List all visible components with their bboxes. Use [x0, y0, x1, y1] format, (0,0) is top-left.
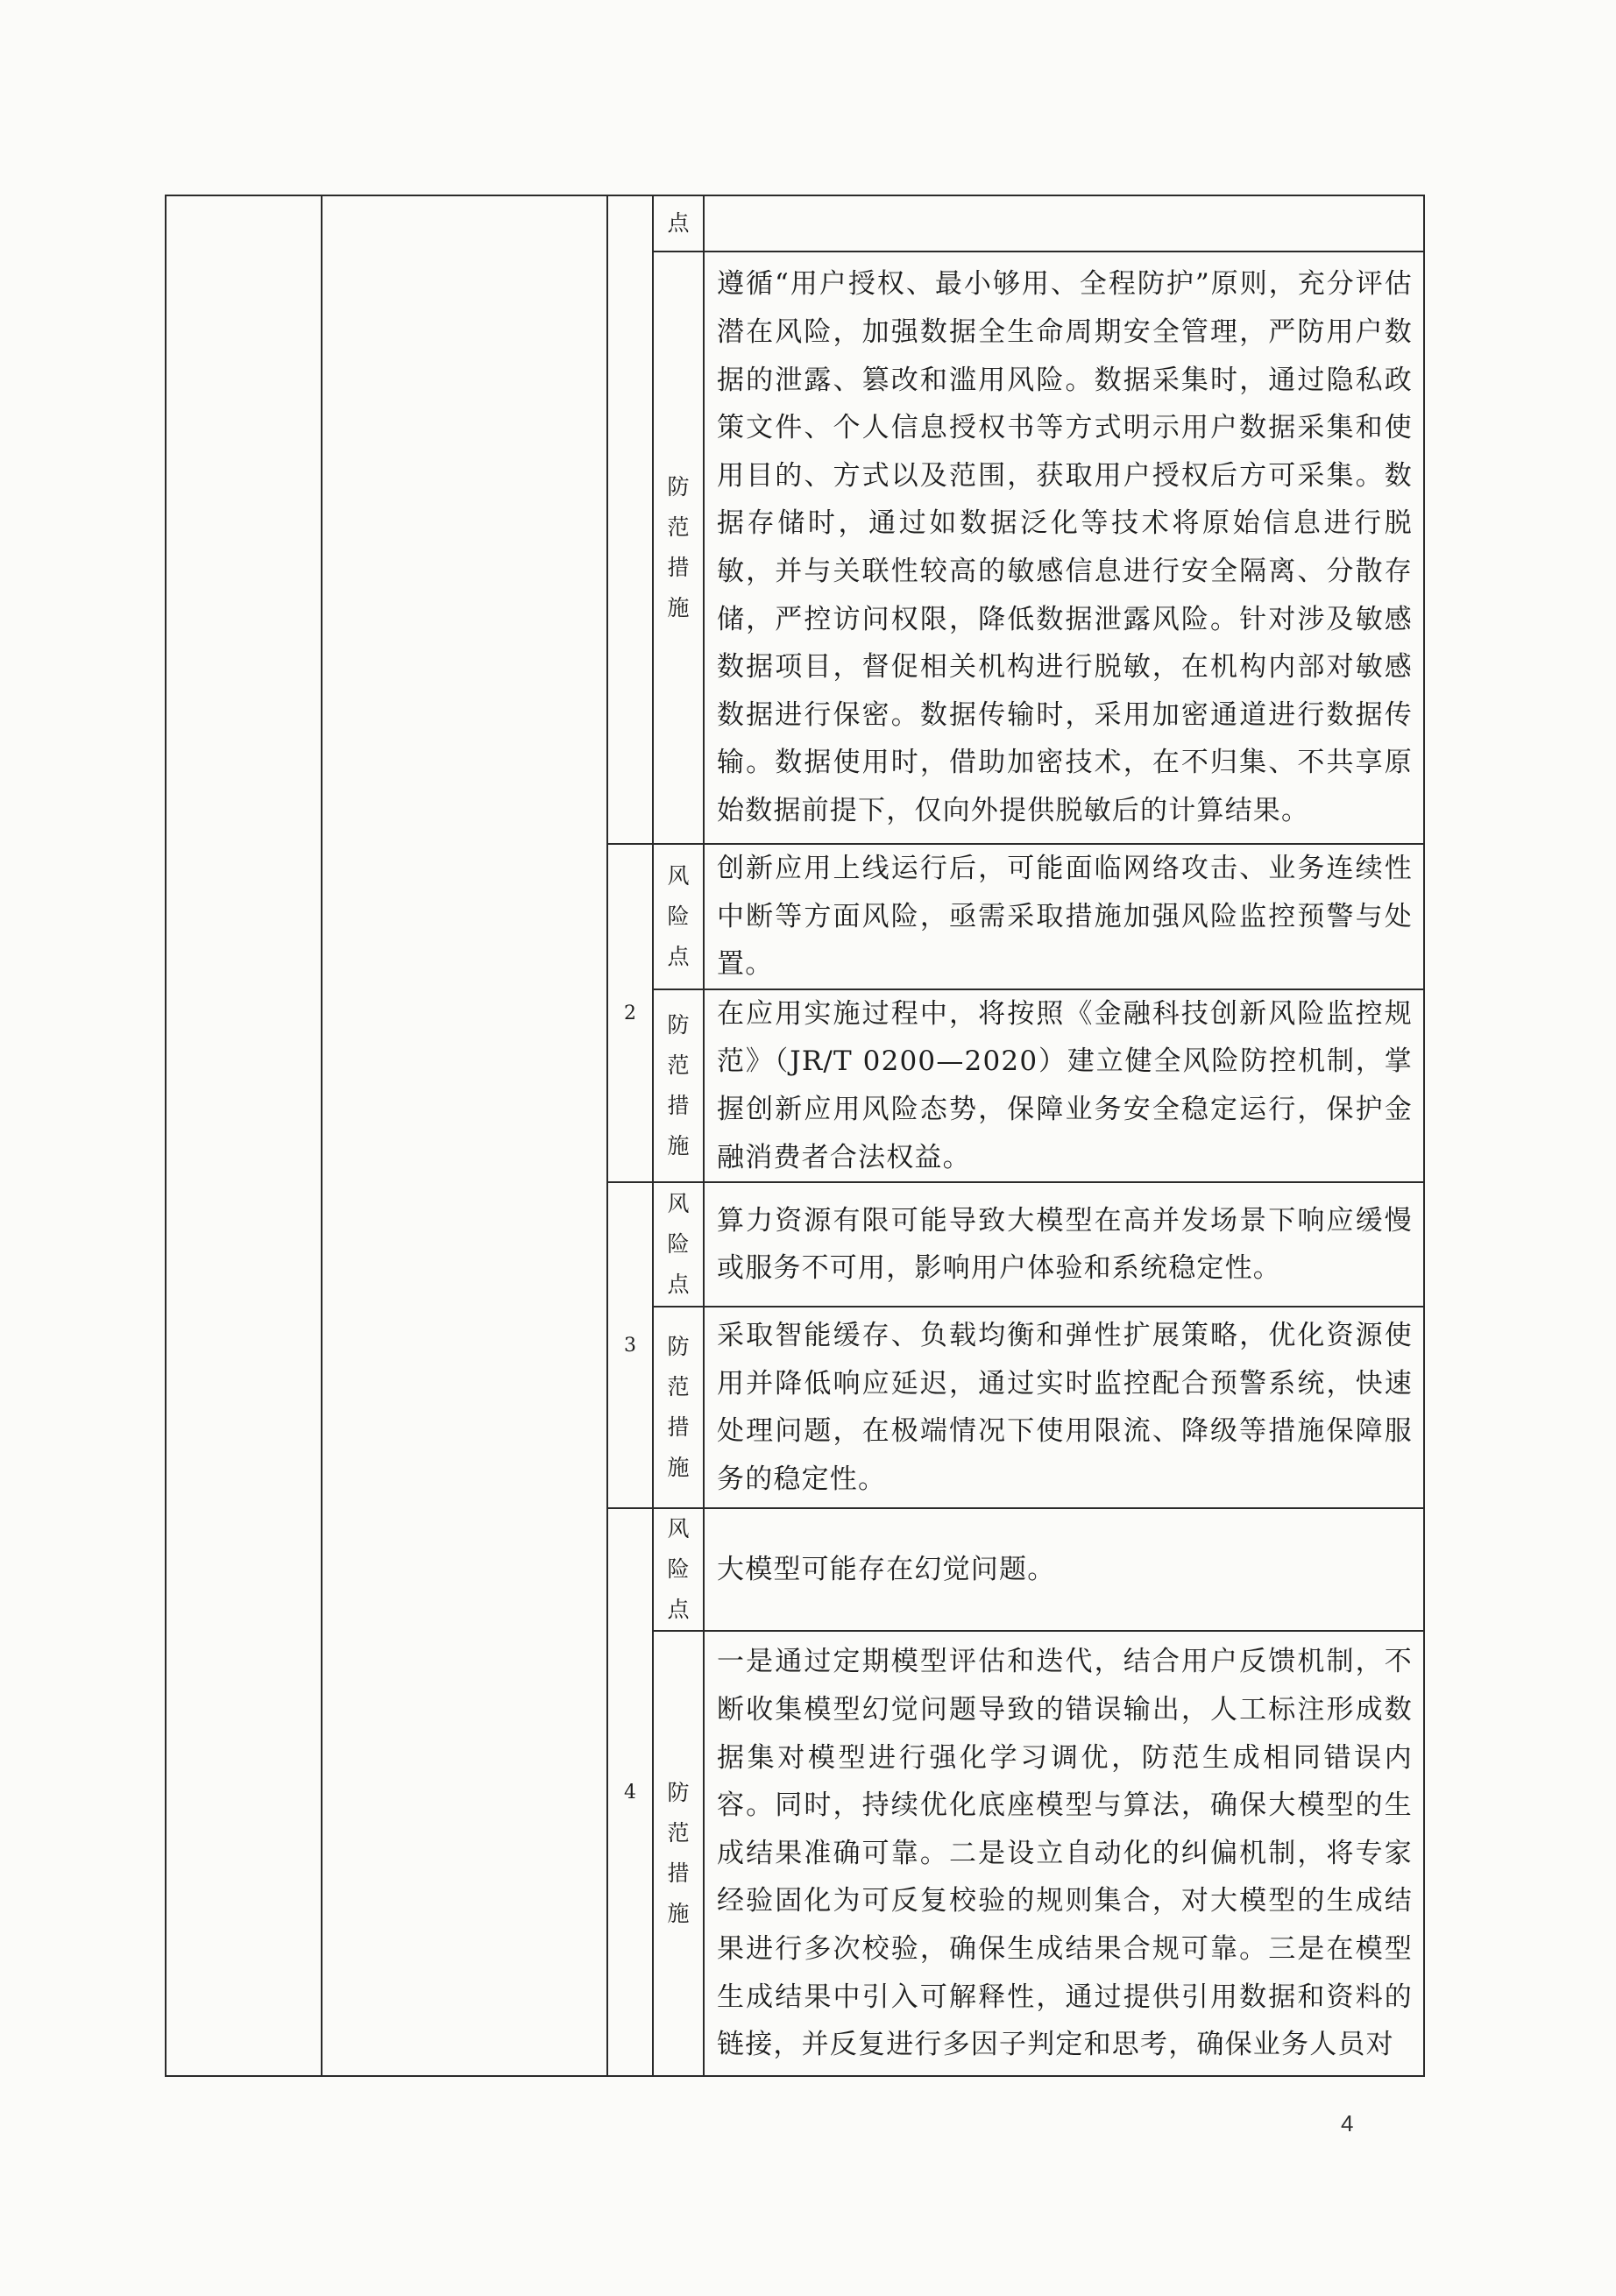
- item-number: 3: [607, 1182, 653, 1508]
- measure-text-cell: [704, 1307, 1424, 1508]
- measure-text: 在应用实施过程中，将按照《金融科技创新风险监控规范》（JR/T 0200—2020）建立健全风险防控机制，掌握创新应用风险态势，保障业务安全稳定运行，保护金融消费者合法权益。: [717, 997, 1413, 1173]
- risk-text: 大模型可能存在幻觉问题。: [717, 1553, 1056, 1585]
- measure-label: 防范措施: [667, 474, 690, 620]
- measure-label: 防范措施: [667, 1011, 690, 1159]
- measure-text-cell: [704, 252, 1424, 844]
- risk-text-cell: [704, 1182, 1424, 1307]
- measure-label-cell: [653, 989, 704, 1182]
- risk-text-cell: [704, 195, 1424, 252]
- item-number: 2: [607, 844, 653, 1182]
- scenario-cell: [322, 195, 607, 2076]
- risk-label: 风险点: [667, 1516, 690, 1623]
- risk-label-cell: [653, 195, 704, 252]
- measure-label: 防范措施: [667, 1334, 690, 1481]
- measure-text: 遵循“用户授权、最小够用、全程防护”原则，充分评估潜在风险，加强数据全生命周期安全管理，严防用户数据的泄露、篡改和滥用风险。数据采集时，通过隐私政策文件、个人信息授权书等方式明示用户数据采集和使用目的、方式以及范围，获取用户授权后方可采集。数据存储时，通过如数据泛化等技术将原始信息进行脱敏，并与关联性较高的敏感信息进行安全隔离、分散存储，严控访问权限，降低数据泄露风险。针对涉及敏感数据项目，督促相关机构进行脱敏，在机构内部对敏感数据进行保密。数据传输时，采用加密通道进行数据传输。数据使用时，借助加密技术，在不归集、不共享原始数据前提下，仅向外提供脱敏后的计算结果。: [717, 268, 1413, 826]
- measure-label-cell: [653, 1631, 704, 2076]
- risk-text: 创新应用上线运行后，可能面临网络攻击、业务连续性中断等方面风险，亟需采取措施加强风险监控预警与处置。: [717, 853, 1413, 981]
- risk-label-continued: 点: [667, 210, 690, 236]
- category-cell: [166, 195, 322, 2076]
- measure-label-cell: [653, 1307, 704, 1508]
- measure-text-cell: [704, 1631, 1424, 2076]
- risk-text-cell: [704, 1508, 1424, 1631]
- page-number: 4: [1341, 2110, 1354, 2137]
- item-number: 4: [607, 1508, 653, 2076]
- measure-text-cell: [704, 989, 1424, 1182]
- measure-label-cell: [653, 252, 704, 844]
- risk-label: 风险点: [667, 862, 690, 969]
- measure-text: 采取智能缓存、负载均衡和弹性扩展策略，优化资源使用并降低响应延迟，通过实时监控配合预警系统，快速处理问题，在极端情况下使用限流、降级等措施保障服务的稳定性。: [717, 1319, 1413, 1495]
- table-row: [166, 195, 1424, 252]
- risk-label-cell: [653, 844, 704, 989]
- risk-table: [165, 195, 1425, 2077]
- risk-text-cell: [704, 844, 1424, 989]
- risk-label-cell: [653, 1182, 704, 1307]
- measure-text: 一是通过定期模型评估和迭代，结合用户反馈机制，不断收集模型幻觉问题导致的错误输出，人工标注形成数据集对模型进行强化学习调优，防范生成相同错误内容。同时，持续优化底座模型与算法，确保大模型的生成结果准确可靠。二是设立自动化的纠偏机制，将专家经验固化为可反复校验的规则集合，对大模型的生成结果进行多次校验，确保生成结果合规可靠。三是在模型生成结果中引入可解释性，通过提供引用数据和资料的链接，并反复进行多因子判定和思考，确保业务人员对: [717, 1646, 1413, 2061]
- risk-label: 风险点: [667, 1191, 690, 1298]
- risk-text: 算力资源有限可能导致大模型在高并发场景下响应缓慢或服务不可用，影响用户体验和系统稳定性。: [717, 1204, 1413, 1285]
- item-number: [607, 195, 653, 844]
- risk-label-cell: [653, 1508, 704, 1631]
- measure-label: 防范措施: [667, 1780, 690, 1927]
